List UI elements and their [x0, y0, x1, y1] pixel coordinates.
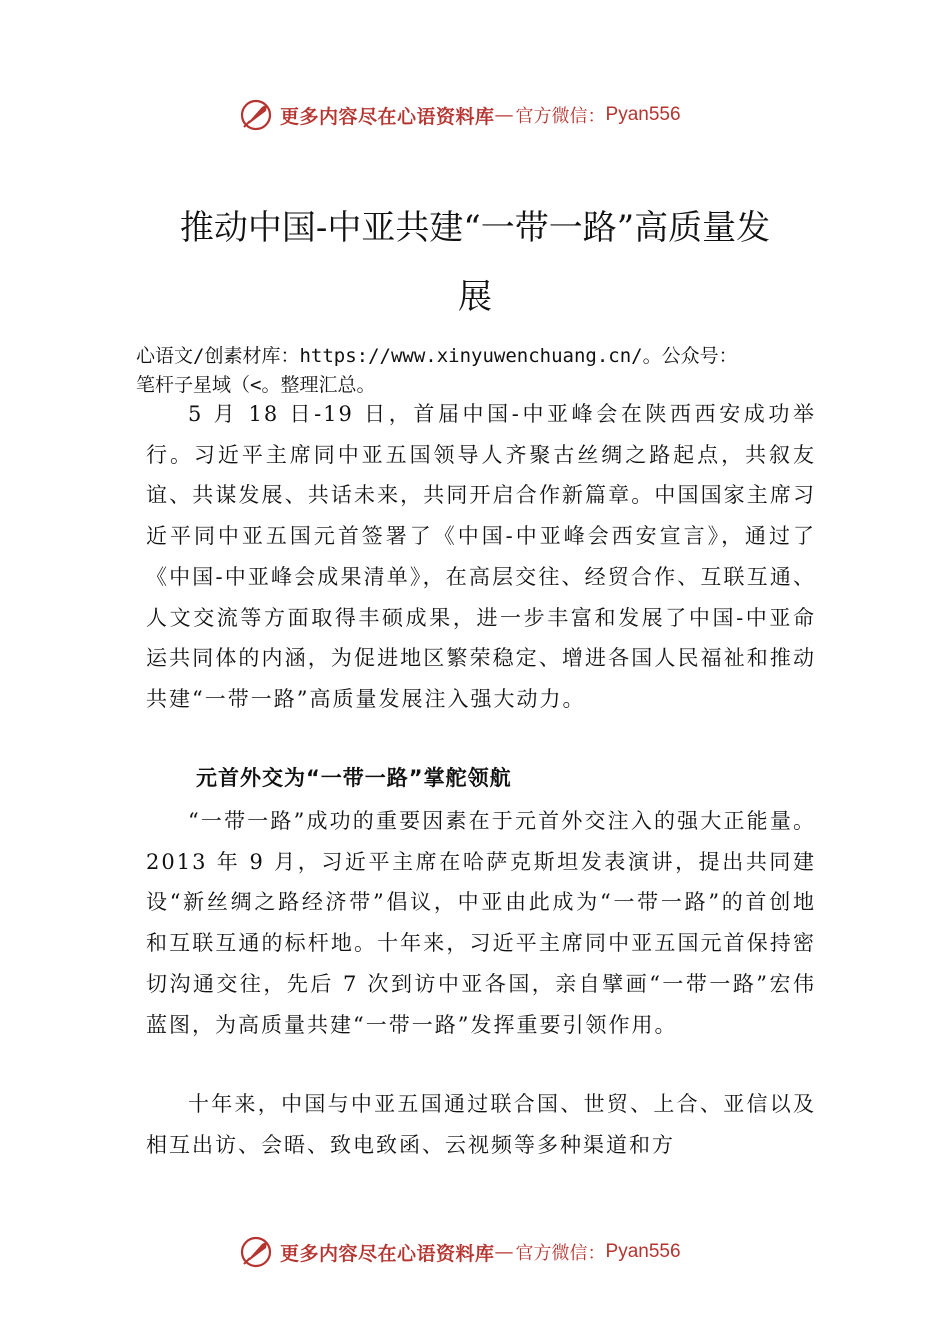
- banner-wechat-id: Pyan556: [605, 1241, 681, 1262]
- paragraph-2: “一带一路”成功的重要因素在于元首外交注入的强大正能量。2013 年 9 月，习近平主席在哈萨克斯坦发表演讲，提出共同建设“新丝绸之路经济带”倡议，中亚由此成为“一带一路”的首创地和互联互通的标杆地。十年来，习近平主席同中亚五国元首保持密切沟通交往，先后 7 次到访中亚各国，亲自擘画“一带一路”宏伟蓝图，为高质量共建“一带一路”发挥重要引领作用。: [146, 809, 816, 1037]
- banner-wechat-label: 官方微信：: [515, 106, 606, 127]
- banner-wechat-label: 官方微信：: [515, 1243, 606, 1264]
- quill-pen-icon: [238, 1234, 274, 1270]
- document-title-line1: 推动中国-中亚共建“一带一路”高质量发: [179, 208, 771, 248]
- quill-pen-icon: [238, 97, 274, 133]
- banner-site-name: 更多内容尽在心语资料库: [280, 1242, 495, 1265]
- banner-wechat-id: Pyan556: [605, 104, 681, 125]
- paragraph-1: 5 月 18 日-19 日，首届中国-中亚峰会在陕西西安成功举行。习近平主席同中亚五国领导人齐聚古丝绸之路起点，共叙友谊、共谋发展、共话未来，共同开启合作新篇章。中国国家主席习近平同中亚五国元首签署了《中国-中亚峰会西安宣言》，通过了《中国-中亚峰会成果清单》，在高层交往、经贸合作、互联互通、人文交流等方面取得丰硕成果，进一步丰富和发展了中国-中亚命运共同体的内涵，为促进地区繁荣稳定、增进各国人民福祉和推动共建“一带一路”高质量发展注入强大动力。: [146, 402, 816, 711]
- banner-separator: —: [494, 1241, 514, 1263]
- banner-separator: —: [494, 104, 514, 126]
- banner-site-name: 更多内容尽在心语资料库: [280, 105, 495, 128]
- header-banner: [238, 95, 738, 135]
- paragraph-3: 十年来，中国与中亚五国通过联合国、世贸、上合、亚信以及相互出访、会晤、致电致函、云视频等多种渠道和方: [146, 1092, 816, 1157]
- footer-banner: [238, 1232, 738, 1272]
- source-note-line1: 心语文/创素材库：https://www.xinyuwenchuang.cn/。公众号：: [136, 345, 738, 367]
- source-note-line2: 笔杆子星域（<。整理汇总。: [136, 374, 376, 396]
- source-note: [136, 342, 856, 400]
- section-heading: 元首外交为“一带一路”掌舵领航: [196, 766, 512, 790]
- document-title-line2: 展: [458, 277, 492, 317]
